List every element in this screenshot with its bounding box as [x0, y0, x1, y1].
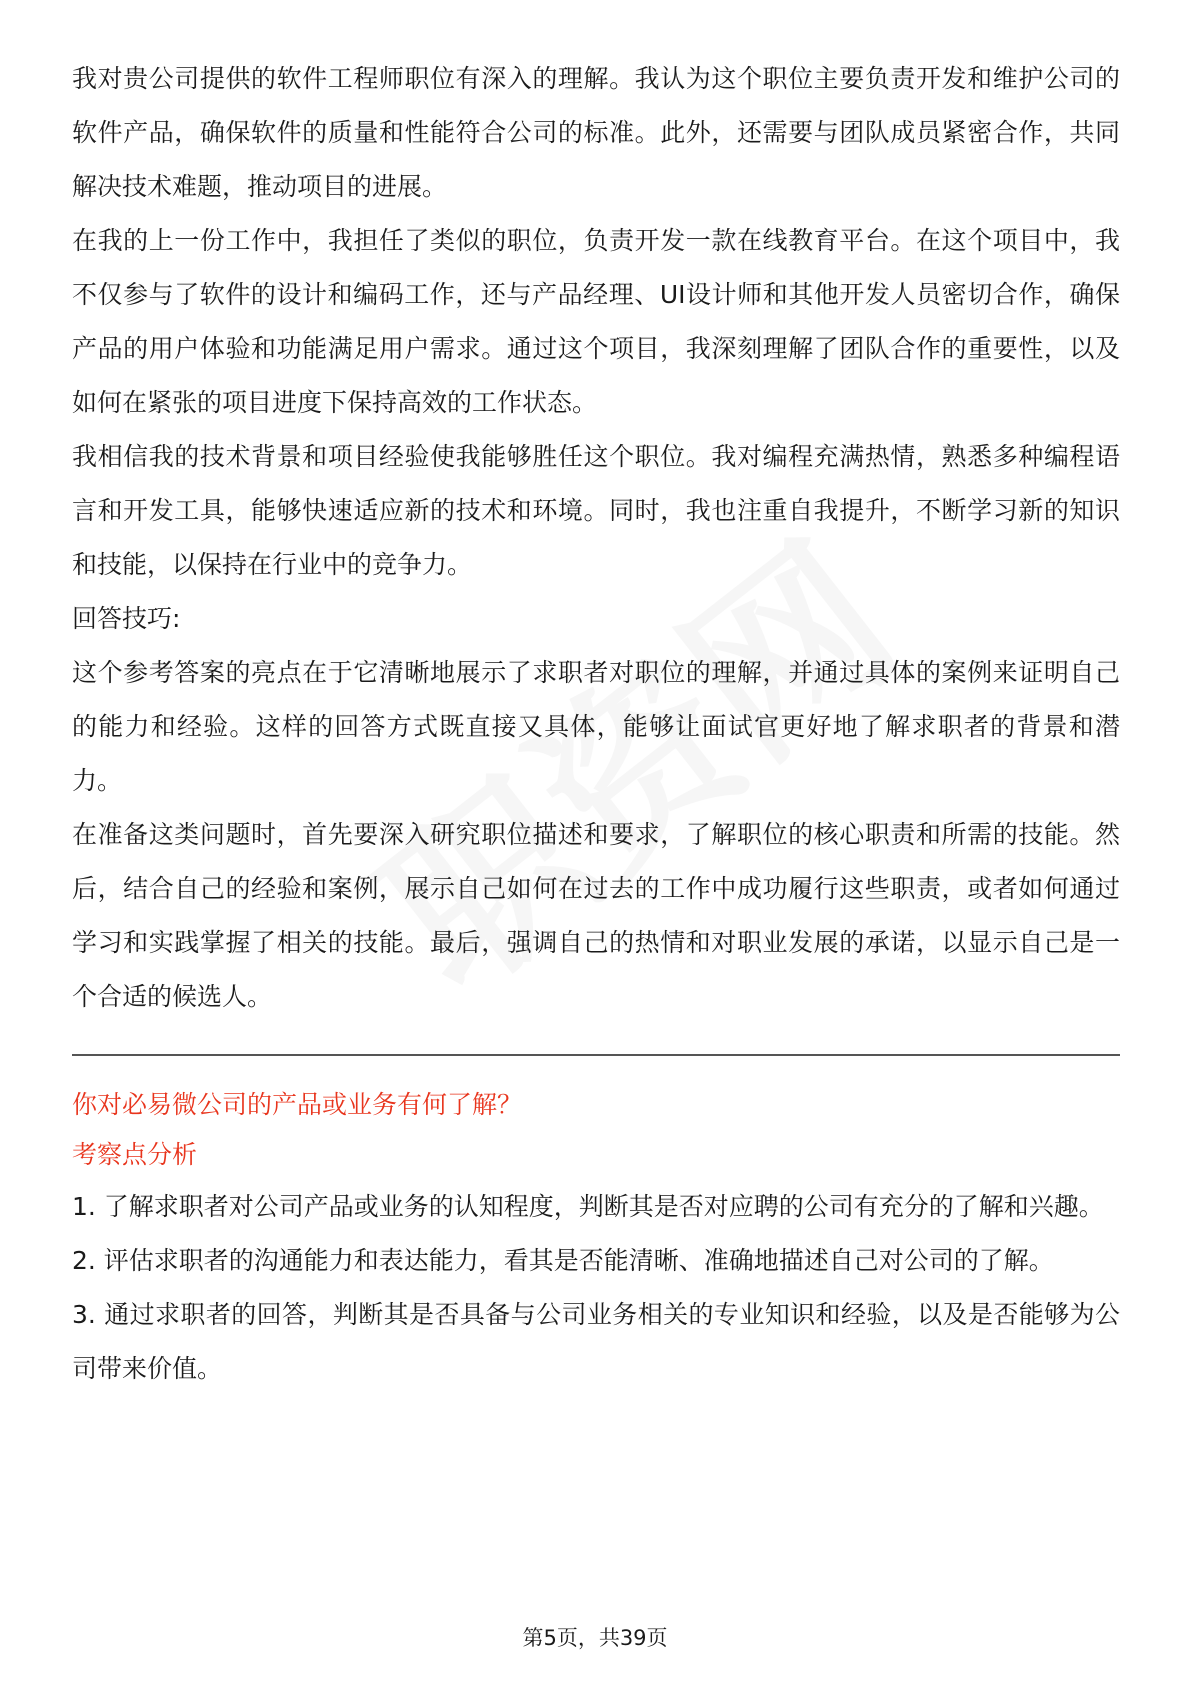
page-footer: 第5页，共39页	[522, 1626, 668, 1650]
section-divider	[72, 1054, 1120, 1056]
analysis-point-2: 2. 评估求职者的沟通能力和表达能力，看其是否能清晰、准确地描述自己对公司的了解。	[72, 1246, 1054, 1275]
analysis-point-3: 3. 通过求职者的回答，判断其是否具备与公司业务相关的专业知识和经验，以及是否能够为公司带来价值。	[72, 1300, 1120, 1383]
tips-paragraph-2: 在准备这类问题时，首先要深入研究职位描述和要求，了解职位的核心职责和所需的技能。然后，结合自己的经验和案例，展示自己如何在过去的工作中成功履行这些职责，或者如何通过学习和实践掌握了相关的技能。最后，强调自己的热情和对职业发展的承诺，以显示自己是一个合适的候选人。	[72, 820, 1120, 1011]
question-heading: 你对必易微公司的产品或业务有何了解？	[72, 1090, 523, 1119]
answer-paragraph-3: 我相信我的技术背景和项目经验使我能够胜任这个职位。我对编程充满热情，熟悉多种编程语言和开发工具，能够快速适应新的技术和环境。同时，我也注重自我提升，不断学习新的知识和技能，以保持在行业中的竞争力。	[72, 442, 1120, 579]
answer-paragraph-1: 我对贵公司提供的软件工程师职位有深入的理解。我认为这个职位主要负责开发和维护公司的软件产品，确保软件的质量和性能符合公司的标准。此外，还需要与团队成员紧密合作，共同解决技术难题，推动项目的进展。	[72, 64, 1120, 201]
analysis-point-1: 1. 了解求职者对公司产品或业务的认知程度，判断其是否对应聘的公司有充分的了解和兴趣。	[72, 1192, 1104, 1221]
answer-paragraph-2: 在我的上一份工作中，我担任了类似的职位，负责开发一款在线教育平台。在这个项目中，我不仅参与了软件的设计和编码工作，还与产品经理、UI设计师和其他开发人员密切合作，确保产品的用户体验和功能满足用户需求。通过这个项目，我深刻理解了团队合作的重要性，以及如何在紧张的项目进度下保持高效的工作状态。	[72, 226, 1120, 417]
document-body	[72, 52, 1120, 1396]
analysis-heading: 考察点分析	[72, 1140, 198, 1169]
tips-label: 回答技巧:	[72, 604, 181, 633]
tips-paragraph-1: 这个参考答案的亮点在于它清晰地展示了求职者对职位的理解，并通过具体的案例来证明自己的能力和经验。这样的回答方式既直接又具体，能够让面试官更好地了解求职者的背景和潜力。	[72, 658, 1120, 795]
